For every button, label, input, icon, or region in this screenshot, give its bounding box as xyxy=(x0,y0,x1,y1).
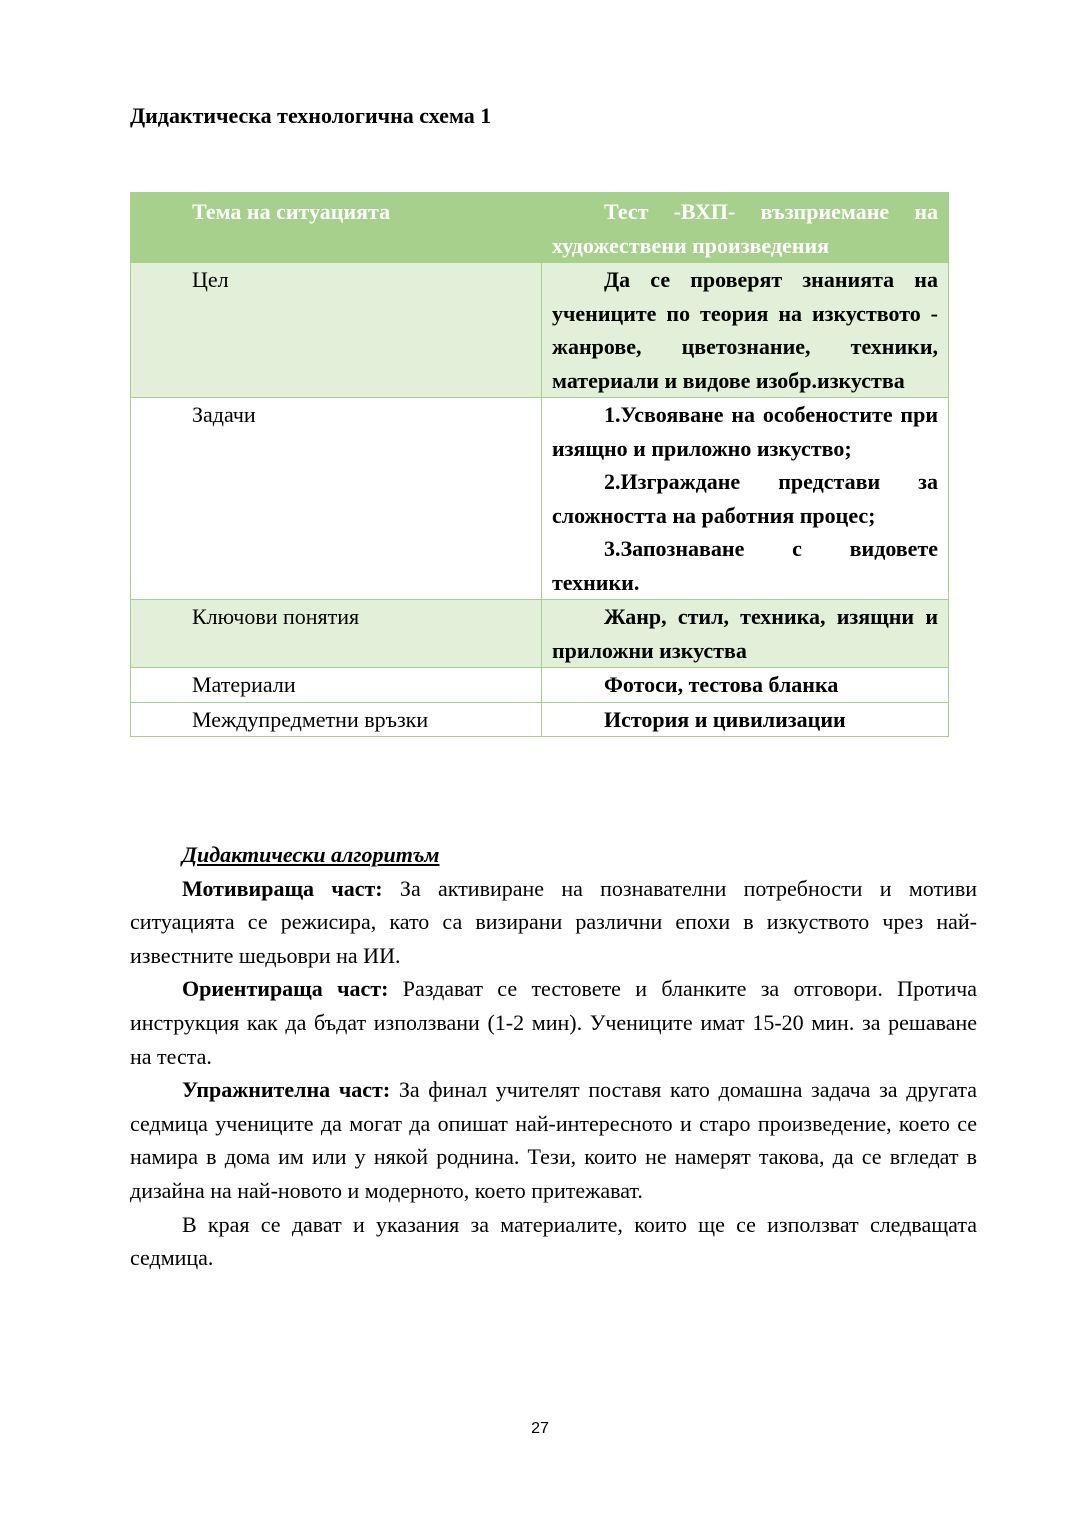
paragraph-exercise xyxy=(130,1073,977,1207)
row-value xyxy=(542,263,949,398)
table-row-goal xyxy=(131,263,949,398)
row-value-text: 3.Запознаване с видовете техники. xyxy=(552,536,938,595)
paragraph-lead: Мотивираща част: xyxy=(182,875,383,901)
scheme-table xyxy=(130,192,949,737)
paragraph-orienting xyxy=(130,972,977,1073)
paragraph-lead: Ориентираща част: xyxy=(182,976,389,1002)
page-number: 27 xyxy=(531,1420,549,1437)
row-value-text: 2.Изграждане представи за сложността на работния процес; xyxy=(552,469,938,528)
row-value xyxy=(542,668,949,703)
row-label: Задачи xyxy=(131,398,542,600)
paragraph-text: За активиране на познавателни потребности и мотиви ситуацията се режисира, като са визирани различни епохи в изкуството чрез най-известните шедьоври на ИИ. xyxy=(130,875,977,968)
table-header-row xyxy=(131,193,949,263)
row-value xyxy=(542,398,949,600)
row-value-text: Фотоси, тестова бланка xyxy=(604,672,839,697)
table-row-tasks xyxy=(131,398,949,600)
algorithm-title-line xyxy=(130,838,977,872)
table-row-cross-subject xyxy=(131,702,949,737)
header-label-cell: Тема на ситуацията xyxy=(131,193,542,263)
paragraph-motivating xyxy=(130,872,977,973)
row-label: Ключови понятия xyxy=(131,600,542,668)
row-value-text: История и цивилизации xyxy=(604,706,846,732)
algorithm-title: Дидактически алгоритъм xyxy=(182,842,440,867)
row-label: Цел xyxy=(131,263,542,398)
row-value xyxy=(542,600,949,668)
header-value-text: Тест -ВХП- възприемане на художествени произведения xyxy=(552,199,938,258)
page-heading: Дидактическа технологична схема 1 xyxy=(130,103,492,128)
header-value-cell xyxy=(542,193,949,263)
table-row-materials xyxy=(131,668,949,703)
row-value-text: 1.Усвояване на особеностите при изящно и приложно изкуство; xyxy=(552,402,938,461)
row-value-text: Жанр, стил, техника, изящни и приложни изкуства xyxy=(552,604,938,663)
row-label: Междупредметни връзки xyxy=(131,702,542,737)
paragraph-text: Раздават се тестовете и бланките за отговори. Протича инструкция как да бъдат използвани (1-2 мин). Учениците имат 15-20 мин. за решаване на теста. xyxy=(130,976,977,1069)
row-value-text: Да се проверят знанията на учениците по теория на изкуството - жанрове, цветознание, техники, материали и видове изобр.изкуства xyxy=(552,267,938,393)
paragraph-lead: Упражнителна част: xyxy=(182,1077,391,1103)
algorithm-section xyxy=(130,838,977,1275)
paragraph-text: За финал учителят поставя като домашна задача за другата седмица учениците да могат да опишат най-интересното и старо произведение, което се намира в дома им или у някой роднина. Тези, които не намерят такова, да се вгледат в дизайна на най-новото и модерното, което притежават. xyxy=(130,1077,977,1203)
paragraph-closing xyxy=(130,1208,977,1275)
row-label: Материали xyxy=(131,668,542,703)
table-row-key-concepts xyxy=(131,600,949,668)
paragraph-text: В края се дават и указания за материалите, които ще се използват следващата седмица. xyxy=(130,1211,977,1271)
row-value xyxy=(542,702,949,737)
